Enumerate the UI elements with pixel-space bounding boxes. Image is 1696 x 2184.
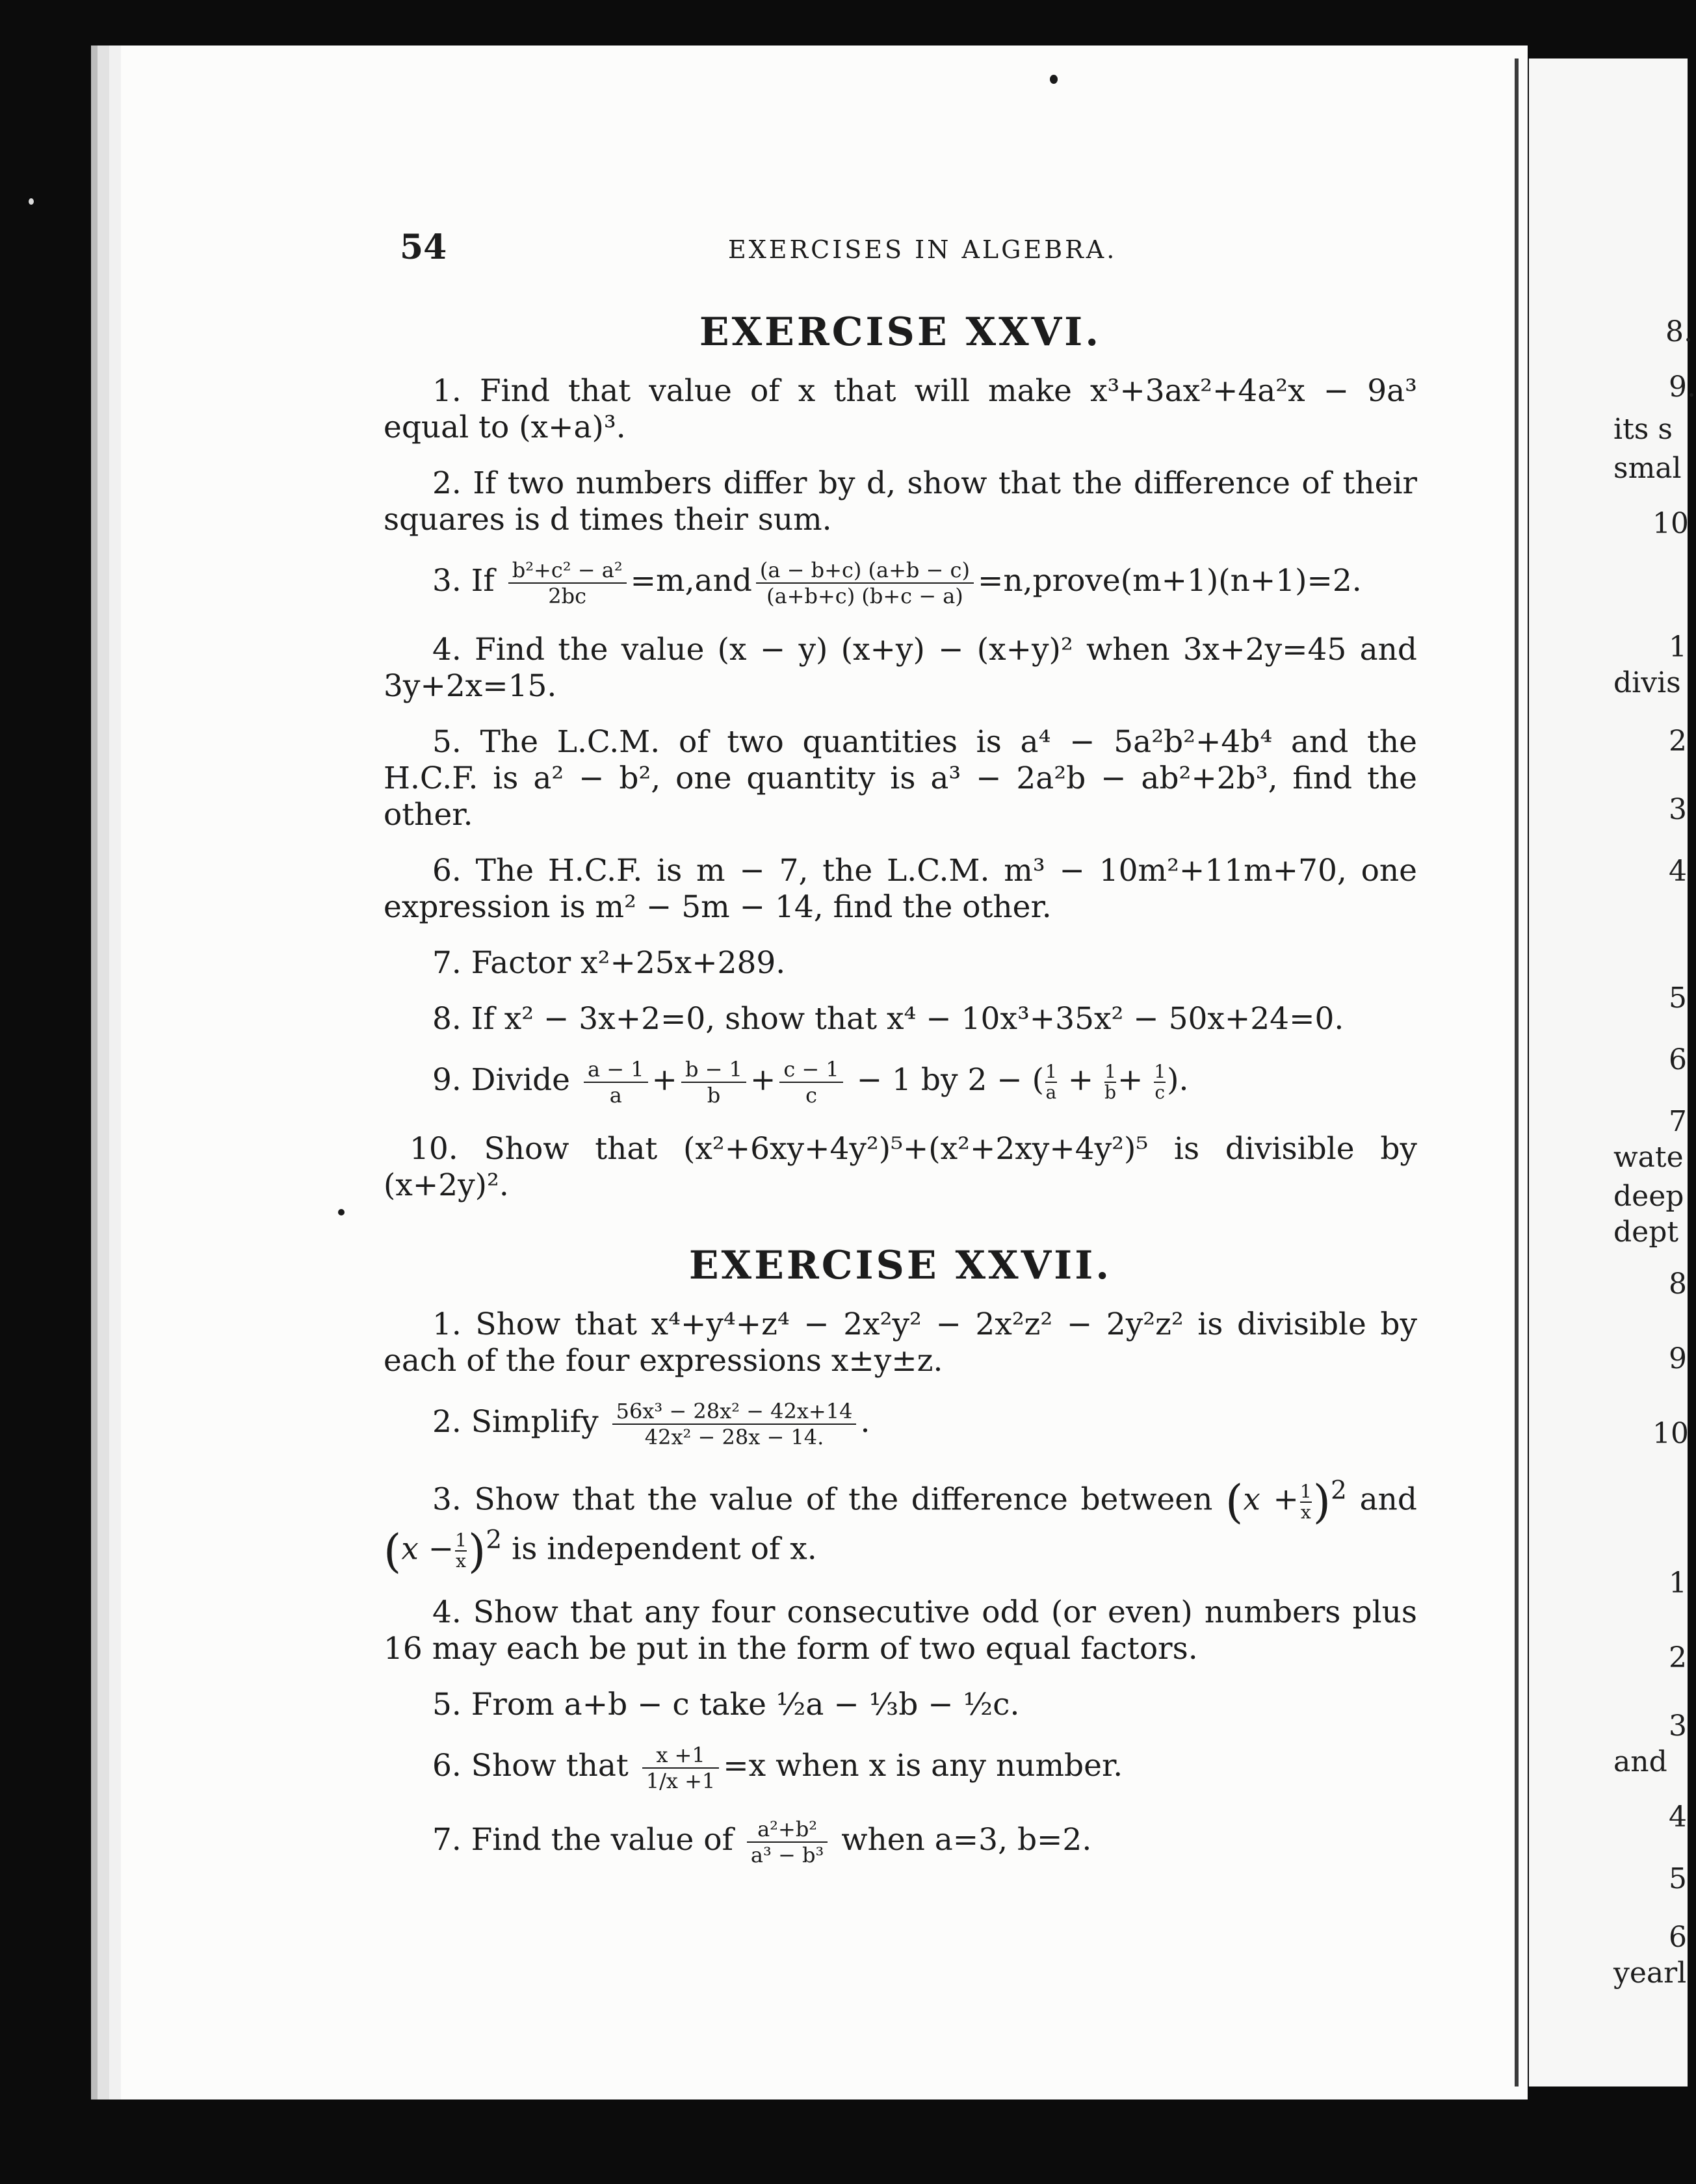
facing-fragment: 8 <box>1669 1268 1687 1301</box>
fraction-numerator: (a − b+c) (a+b − c) <box>756 558 974 584</box>
fraction <box>779 1057 842 1108</box>
problem-word: Find the value of <box>471 1822 733 1858</box>
problem-text: Show that (x²+6xy+4y²)⁵+(x²+2xy+4y²)⁵ is divisible by (x+2y)². <box>384 1131 1417 1203</box>
fraction <box>1045 1062 1057 1102</box>
facing-fragment: 1 <box>1669 1566 1687 1600</box>
fraction-numerator: c − 1 <box>779 1057 842 1083</box>
problem-number: 1. <box>432 373 462 409</box>
math-expression: x − <box>401 1531 454 1567</box>
problem-number: 5. <box>432 724 462 760</box>
fraction-numerator: a²+b² <box>747 1817 828 1843</box>
scan-speck <box>1050 75 1058 84</box>
problem-number: 6. <box>432 853 462 889</box>
exercise-27-problem-2: 2. Simplify $\frac{\text{56x³ − 28x² − 42x+14}}{\text{42x² − 28x − 14.}}$ . <box>432 1399 870 1450</box>
facing-fragment: 3 <box>1669 793 1687 826</box>
fraction <box>1300 1482 1312 1522</box>
facing-fragment: smal <box>1613 452 1682 485</box>
problem-word: Divide <box>471 1062 570 1098</box>
fraction <box>455 1531 467 1571</box>
math-expression: x + <box>1243 1481 1299 1518</box>
facing-fragment: and <box>1613 1745 1667 1778</box>
problem-number: 9. <box>432 1062 462 1098</box>
fraction <box>1154 1062 1166 1102</box>
facing-fragment: 9. <box>1669 370 1696 404</box>
problem-text: Find the value (x − y) (x+y) − (x+y)² when 3x+2y=45 and 3y+2x=15. <box>384 632 1417 704</box>
exercise-26-problem-3 <box>384 558 1417 608</box>
problem-text: Show that the value of the difference between <box>474 1481 1213 1518</box>
problem-word: Simplify <box>471 1404 599 1440</box>
fraction <box>508 558 627 608</box>
problem-text: − 1 by 2 − <box>856 1062 1023 1098</box>
fraction-numerator: 1 <box>1154 1061 1166 1082</box>
problem-text: is independent of x. <box>512 1531 817 1567</box>
facing-fragment: 5 <box>1669 1862 1687 1895</box>
fraction-numerator: 1 <box>1045 1061 1057 1082</box>
facing-fragment: 1 <box>1669 630 1687 664</box>
fraction <box>612 1399 857 1450</box>
running-title: EXERCISES IN ALGEBRA. <box>728 235 1117 264</box>
facing-fragment: divis <box>1613 666 1681 699</box>
problem-text: The H.C.F. is m − 7, the L.C.M. m³ − 10m²+11m+70, one expression is m² − 5m − 14, find the other. <box>384 853 1417 925</box>
fraction-denominator: 1/x +1 <box>646 1769 716 1794</box>
facing-fragment: 7 <box>1669 1105 1687 1138</box>
fraction-denominator: b <box>1104 1082 1116 1103</box>
fraction-denominator: 2bc <box>548 584 587 608</box>
fraction-denominator: a <box>1045 1082 1057 1103</box>
problem-number: 4. <box>432 1594 462 1631</box>
facing-fragment: 10 <box>1652 507 1689 540</box>
problem-number: 6. <box>432 1748 462 1784</box>
fraction-denominator: c <box>1155 1082 1166 1103</box>
fraction-numerator: 1 <box>1104 1061 1116 1082</box>
exercise-27-problem-7 <box>384 1817 1417 1867</box>
problem-word: Show that <box>471 1748 629 1784</box>
exercise-26-problem-10 <box>384 1131 1417 1204</box>
problem-number: 3. <box>432 1481 462 1518</box>
facing-fragment: 4 <box>1669 855 1687 888</box>
facing-fragment: yearl <box>1613 1956 1687 1990</box>
exercise-27-problem-5 <box>384 1687 1417 1723</box>
page-number: 54 <box>400 228 447 267</box>
facing-fragment: deep <box>1613 1180 1684 1213</box>
facing-fragment: wate <box>1613 1141 1684 1174</box>
problem-text: From a+b − c take ½a − ⅓b − ½c. <box>471 1687 1020 1723</box>
fraction-numerator: x +1 <box>642 1743 720 1769</box>
fraction <box>756 558 974 608</box>
fraction <box>1104 1062 1116 1102</box>
fraction <box>681 1057 746 1108</box>
problem-word: If <box>471 563 495 599</box>
problem-text: =x when x is any number. <box>723 1748 1123 1784</box>
problem-text: =m,and <box>630 563 752 599</box>
facing-fragment: 4 <box>1669 1800 1687 1834</box>
exercise-26-problem-7 <box>384 945 1417 982</box>
exercise-26-heading: EXERCISE XXVI. <box>699 309 1102 355</box>
facing-fragment: 9 <box>1669 1342 1687 1375</box>
problem-number: 8. <box>432 1001 462 1037</box>
facing-fragment: 2 <box>1669 725 1687 758</box>
facing-fragment: dept <box>1613 1216 1679 1249</box>
page-gutter <box>1515 58 1519 2086</box>
problem-text: Show that any four consecutive odd (or even) numbers plus 16 may each be put in the form of two equal factors. <box>384 1594 1417 1667</box>
facing-page <box>1529 58 1696 2086</box>
problem-number: 10. <box>410 1131 458 1167</box>
fraction <box>747 1817 828 1867</box>
exercise-26-problem-6 <box>384 853 1417 926</box>
exercise-27-problem-1 <box>384 1306 1417 1379</box>
fraction-numerator: 1 <box>455 1529 467 1552</box>
facing-fragment: 2 <box>1669 1641 1687 1674</box>
fraction-denominator: a <box>609 1083 622 1108</box>
exercise-26-problem-1 <box>384 373 1417 446</box>
fraction-denominator: (a+b+c) (b+c − a) <box>766 584 963 608</box>
fraction-numerator: 56x³ − 28x² − 42x+14 <box>612 1399 857 1425</box>
page-content <box>384 221 1417 1891</box>
problem-number: 4. <box>432 632 462 668</box>
fraction-denominator: a³ − b³ <box>750 1843 824 1868</box>
exercise-27-heading: EXERCISE XXVII. <box>688 1243 1112 1288</box>
exercise-26-problem-4 <box>384 632 1417 705</box>
exercise-26-problem-5 <box>384 724 1417 833</box>
scan-speck <box>338 1209 345 1216</box>
problem-number: 2. <box>432 465 462 501</box>
problem-number: 1. <box>432 1306 462 1342</box>
facing-fragment: 10 <box>1652 1417 1689 1450</box>
fraction-numerator: b²+c² − a² <box>508 558 627 584</box>
exercise-26-problem-9: 9. Divide $\frac{a - 1}{a}$ + $\frac{b - 1}{b}$ + $\frac{c - 1}{c}$ − 1 by 2 − ( $\frac{1}{a}$ + $\frac{1}{b}$ + $\frac{1}{c}$ ). <box>432 1057 1189 1108</box>
fraction-numerator: 1 <box>1299 1480 1312 1502</box>
exercise-27-problem-4 <box>384 1594 1417 1667</box>
fraction-denominator: x <box>1300 1501 1311 1523</box>
fraction <box>584 1057 648 1108</box>
problem-text: =n,prove(m+1)(n+1)=2. <box>977 563 1362 599</box>
fraction <box>642 1743 720 1793</box>
problem-word: and <box>1359 1481 1417 1518</box>
facing-fragment: 8. <box>1665 315 1693 348</box>
running-head <box>384 221 1417 283</box>
problem-text: If x² − 3x+2=0, show that x⁴ − 10x³+35x² − 50x+24=0. <box>471 1001 1344 1037</box>
fraction-numerator: a − 1 <box>584 1057 648 1083</box>
scan-speck <box>29 198 34 205</box>
problem-text: The L.C.M. of two quantities is a⁴ − 5a²b²+4b⁴ and the H.C.F. is a² − b², one quantity is a³ − 2a²b − ab²+2b³, find the other. <box>384 724 1417 833</box>
exercise-27-problem-6 <box>384 1743 1417 1793</box>
problem-text: Show that x⁴+y⁴+z⁴ − 2x²y² − 2x²z² − 2y²z² is divisible by each of the four expressions x±y±z. <box>384 1306 1417 1379</box>
facing-fragment: 6 <box>1669 1043 1687 1076</box>
facing-fragment: its s <box>1613 413 1673 446</box>
exercise-26-problem-2 <box>384 465 1417 538</box>
problem-number: 7. <box>432 1822 462 1858</box>
facing-fragment: 5 <box>1669 982 1687 1015</box>
facing-fragment: 6 <box>1669 1921 1687 1954</box>
problem-text: If two numbers differ by d, show that the difference of their squares is d times their sum. <box>384 465 1417 538</box>
fraction-denominator: c <box>805 1083 817 1108</box>
fraction-denominator: b <box>707 1083 721 1108</box>
fraction-numerator: b − 1 <box>681 1057 746 1083</box>
exercise-27-problem-3: 3. Show that the value of the difference between (x + $\frac{1}{x}$ )$^2$ and (x − $\frac{1}{x}$ )$^2$ is independent of x. <box>384 1475 1417 1578</box>
exercise-26-problem-8 <box>384 1001 1417 1037</box>
problem-number: 3. <box>432 563 462 599</box>
problem-number: 5. <box>432 1687 462 1723</box>
problem-number: 2. <box>432 1404 462 1440</box>
problem-text: Find that value of x that will make x³+3ax²+4a²x − 9a³ equal to (x+a)³. <box>384 373 1417 445</box>
fraction-denominator: 42x² − 28x − 14. <box>644 1425 824 1450</box>
problem-text: when a=3, b=2. <box>841 1822 1092 1858</box>
facing-fragment: 3 <box>1669 1710 1687 1743</box>
problem-text: Factor x²+25x+289. <box>471 945 786 981</box>
problem-number: 7. <box>432 945 462 981</box>
fraction-denominator: x <box>456 1550 466 1572</box>
